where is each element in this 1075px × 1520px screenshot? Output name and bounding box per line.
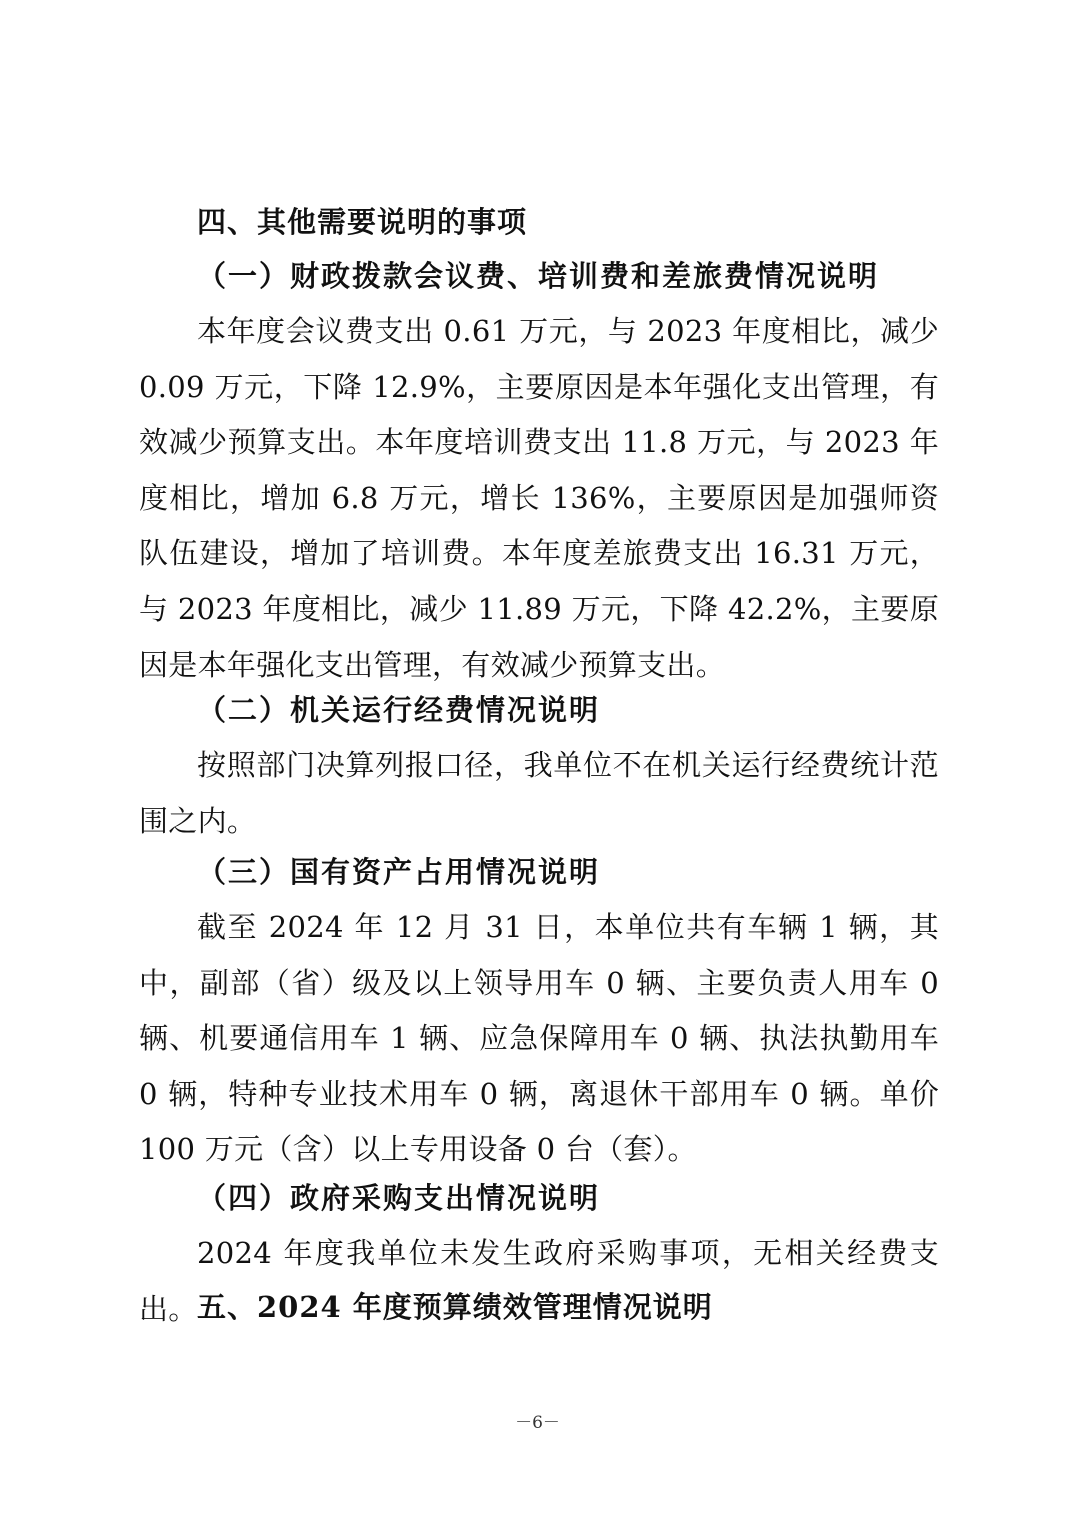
section-5-heading: 五、2024 年度预算绩效管理情况说明 xyxy=(197,1290,713,1324)
subsection-3-paragraph: 截至 2024 年 12 月 31 日，本单位共有车辆 1 辆，其中，副部（省）级及以上领导用车 0 辆、主要负责人用车 0 辆、机要通信用车 1 辆、应急保障用车 0 辆、执法执勤用车 0 辆，特种专业技术用车 0 辆，离退休干部用车 0 辆。单价 100 万元（含）以上专用设备 0 台（套）。 xyxy=(139,910,939,1167)
subsection-4-paragraph: 2024 年度我单位未发生政府采购事项，无相关经费支出。 xyxy=(139,1236,939,1326)
subsection-2-paragraph: 按照部门决算列报口径，我单位不在机关运行经费统计范围之内。 xyxy=(139,748,939,838)
subsection-4-heading: （四）政府采购支出情况说明 xyxy=(197,1181,601,1215)
subsection-2-heading: （二）机关运行经费情况说明 xyxy=(197,693,601,727)
section-4-heading: 四、其他需要说明的事项 xyxy=(197,205,528,239)
subsection-3-heading: （三）国有资产占用情况说明 xyxy=(197,855,601,889)
subsection-1-paragraph: 本年度会议费支出 0.61 万元，与 2023 年度相比，减少 0.09 万元，下降 12.9%，主要原因是本年强化支出管理，有效减少预算支出。本年度培训费支出 11.8 万元，与 2023 年度相比，增加 6.8 万元，增长 136%，主要原因是加强师资队伍建设，增加了培训费。本年度差旅费支出 16.31 万元，与 2023 年度相比，减少 11.89 万元，下降 42.2%，主要原因是本年强化支出管理，有效减少预算支出。 xyxy=(139,314,939,682)
page-number: －6－ xyxy=(515,1413,560,1433)
subsection-1-heading: （一）财政拨款会议费、培训费和差旅费情况说明 xyxy=(197,259,880,293)
